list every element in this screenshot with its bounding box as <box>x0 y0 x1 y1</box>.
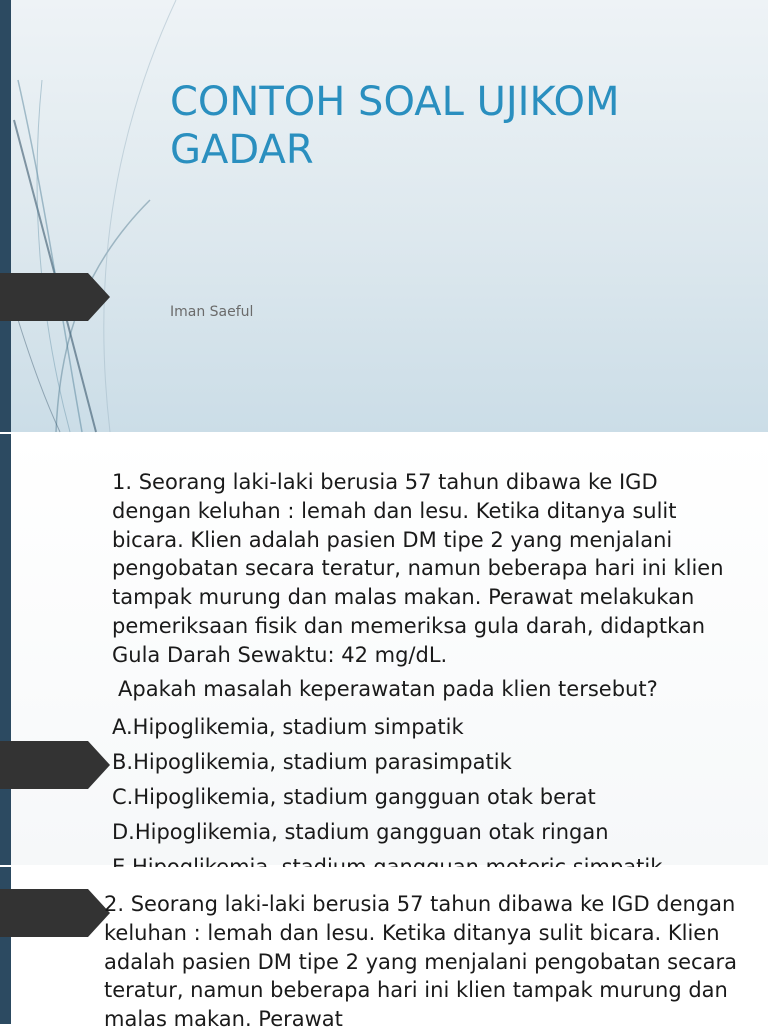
question-text: 2. Seorang laki-laki berusia 57 tahun dibawa ke IGD dengan keluhan : lemah dan lesu. Ketika ditanya sulit bicara. Klien adalah pasien DM tipe 2 yang menjalani pengobatan secara teratur, namun beberapa hari ini klien tampak murung dan malas makan. Perawat <box>104 892 737 1032</box>
answer-option: A.Hipoglikemia, stadium simpatik <box>112 714 464 739</box>
question-block <box>104 890 744 1034</box>
slide-title: CONTOH SOAL UJIKOM GADAR <box>170 79 620 173</box>
question-slide-2 <box>0 867 768 1032</box>
arrow-tab-decoration <box>0 273 110 321</box>
answer-options <box>112 710 732 885</box>
arrow-tab-decoration <box>0 889 110 937</box>
question-block <box>112 468 732 885</box>
arrow-tab-decoration <box>0 741 110 789</box>
swoosh-decoration <box>0 0 200 432</box>
answer-option: D.Hipoglikemia, stadium gangguan otak ringan <box>112 819 609 844</box>
answer-option: B.Hipoglikemia, stadium parasimpatik <box>112 749 512 774</box>
question-text: 1. Seorang laki-laki berusia 57 tahun dibawa ke IGD dengan keluhan : lemah dan lesu. Ketika ditanya sulit bicara. Klien adalah pasien DM tipe 2 yang menjalani pengobatan secara teratur, namun beberapa hari ini klien tampak murung dan malas makan. Perawat melakukan pemeriksaan fisik dan memeriksa gula darah, didaptkan Gula Darah Sewaktu: 42 mg/dL. <box>112 470 724 667</box>
title-slide <box>0 0 768 432</box>
slide-subtitle: Iman Saeful <box>170 304 254 320</box>
answer-option: C.Hipoglikemia, stadium gangguan otak berat <box>112 784 596 809</box>
left-accent-bar <box>0 434 11 865</box>
question-prompt: Apakah masalah keperawatan pada klien tersebut? <box>118 676 658 701</box>
question-slide-1 <box>0 434 768 865</box>
